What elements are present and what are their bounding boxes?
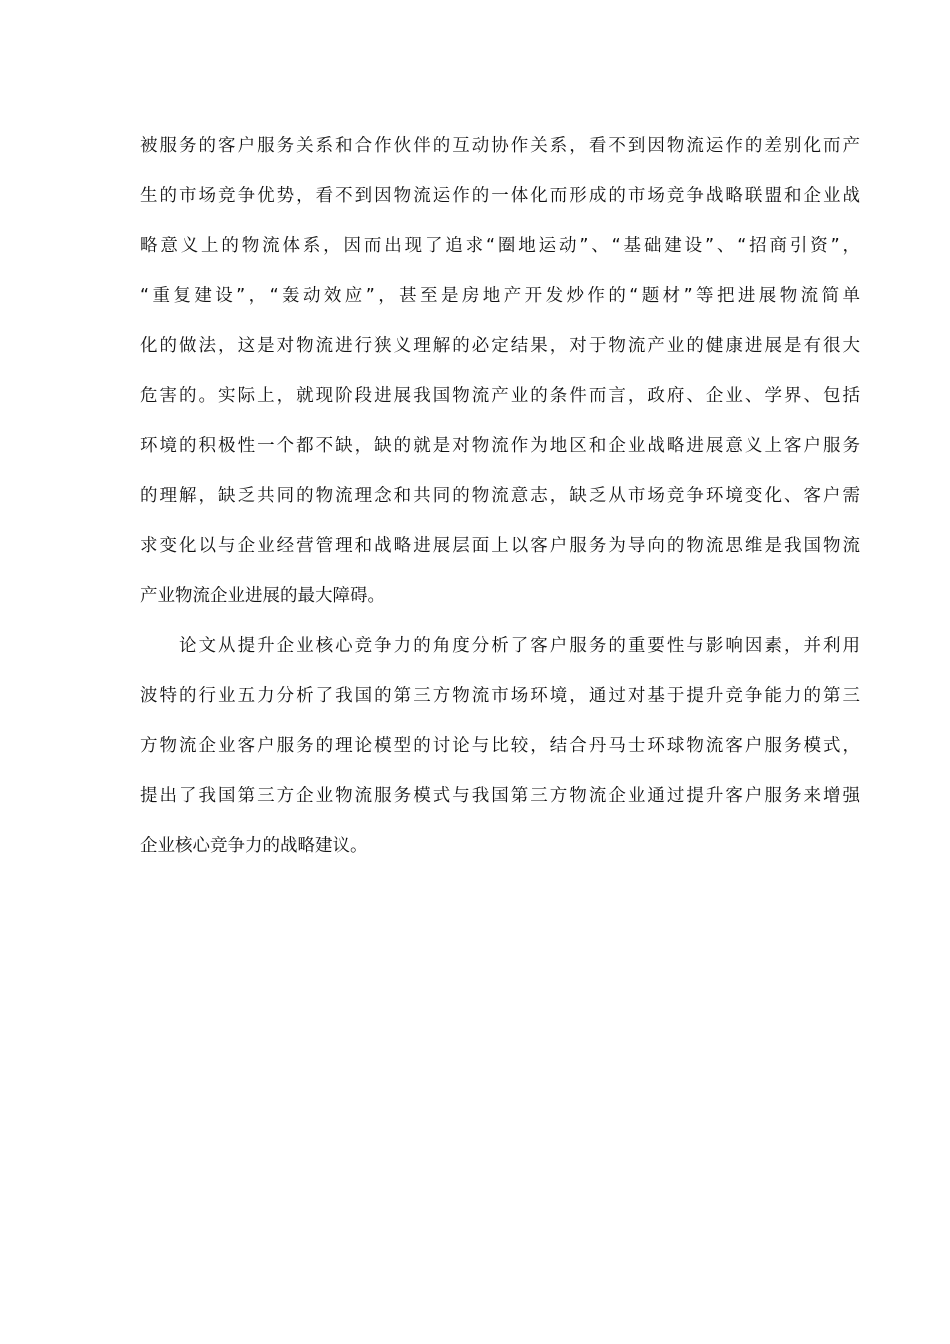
text-line: 生的市场竞争优势，看不到因物流运作的一体化而形成的市场竞争战略联盟和企业战 [140, 186, 860, 206]
text-line: 提出了我国第三方企业物流服务模式与我国第三方物流企业通过提升客户服务来增强 [140, 786, 860, 806]
text-line: “重复建设”，“轰动效应”，甚至是房地产开发炒作的“题材”等把进展物流简单 [140, 286, 860, 306]
text-line: 危害的。实际上，就现阶段进展我国物流产业的条件而言，政府、企业、学界、包括 [140, 386, 860, 406]
body-paragraph-2 [140, 621, 860, 871]
text-line: 方物流企业客户服务的理论模型的讨论与比较，结合丹马士环球物流客户服务模式， [140, 736, 860, 756]
text-line: 论文从提升企业核心竞争力的角度分析了客户服务的重要性与影响因素，并利用 [140, 636, 860, 656]
text-line: 略意义上的物流体系，因而出现了追求“圈地运动”、“基础建设”、“招商引资”， [140, 236, 860, 256]
text-line: 的理解，缺乏共同的物流理念和共同的物流意志，缺乏从市场竞争环境变化、客户需 [140, 486, 860, 506]
text-line: 环境的积极性一个都不缺，缺的就是对物流作为地区和企业战略进展意义上客户服务 [140, 436, 860, 456]
text-line: 被服务的客户服务关系和合作伙伴的互动协作关系，看不到因物流运作的差别化而产 [140, 136, 860, 156]
text-line: 求变化以与企业经营管理和战略进展层面上以客户服务为导向的物流思维是我国物流 [140, 536, 860, 556]
text-line: 化的做法，这是对物流进行狭义理解的必定结果，对于物流产业的健康进展是有很大 [140, 336, 860, 356]
body-paragraph-1 [140, 121, 860, 621]
text-line: 产业物流企业进展的最大障碍。 [140, 586, 385, 606]
text-line: 波特的行业五力分析了我国的第三方物流市场环境，通过对基于提升竞争能力的第三 [140, 686, 860, 706]
text-line: 企业核心竞争力的战略建议。 [140, 836, 368, 856]
